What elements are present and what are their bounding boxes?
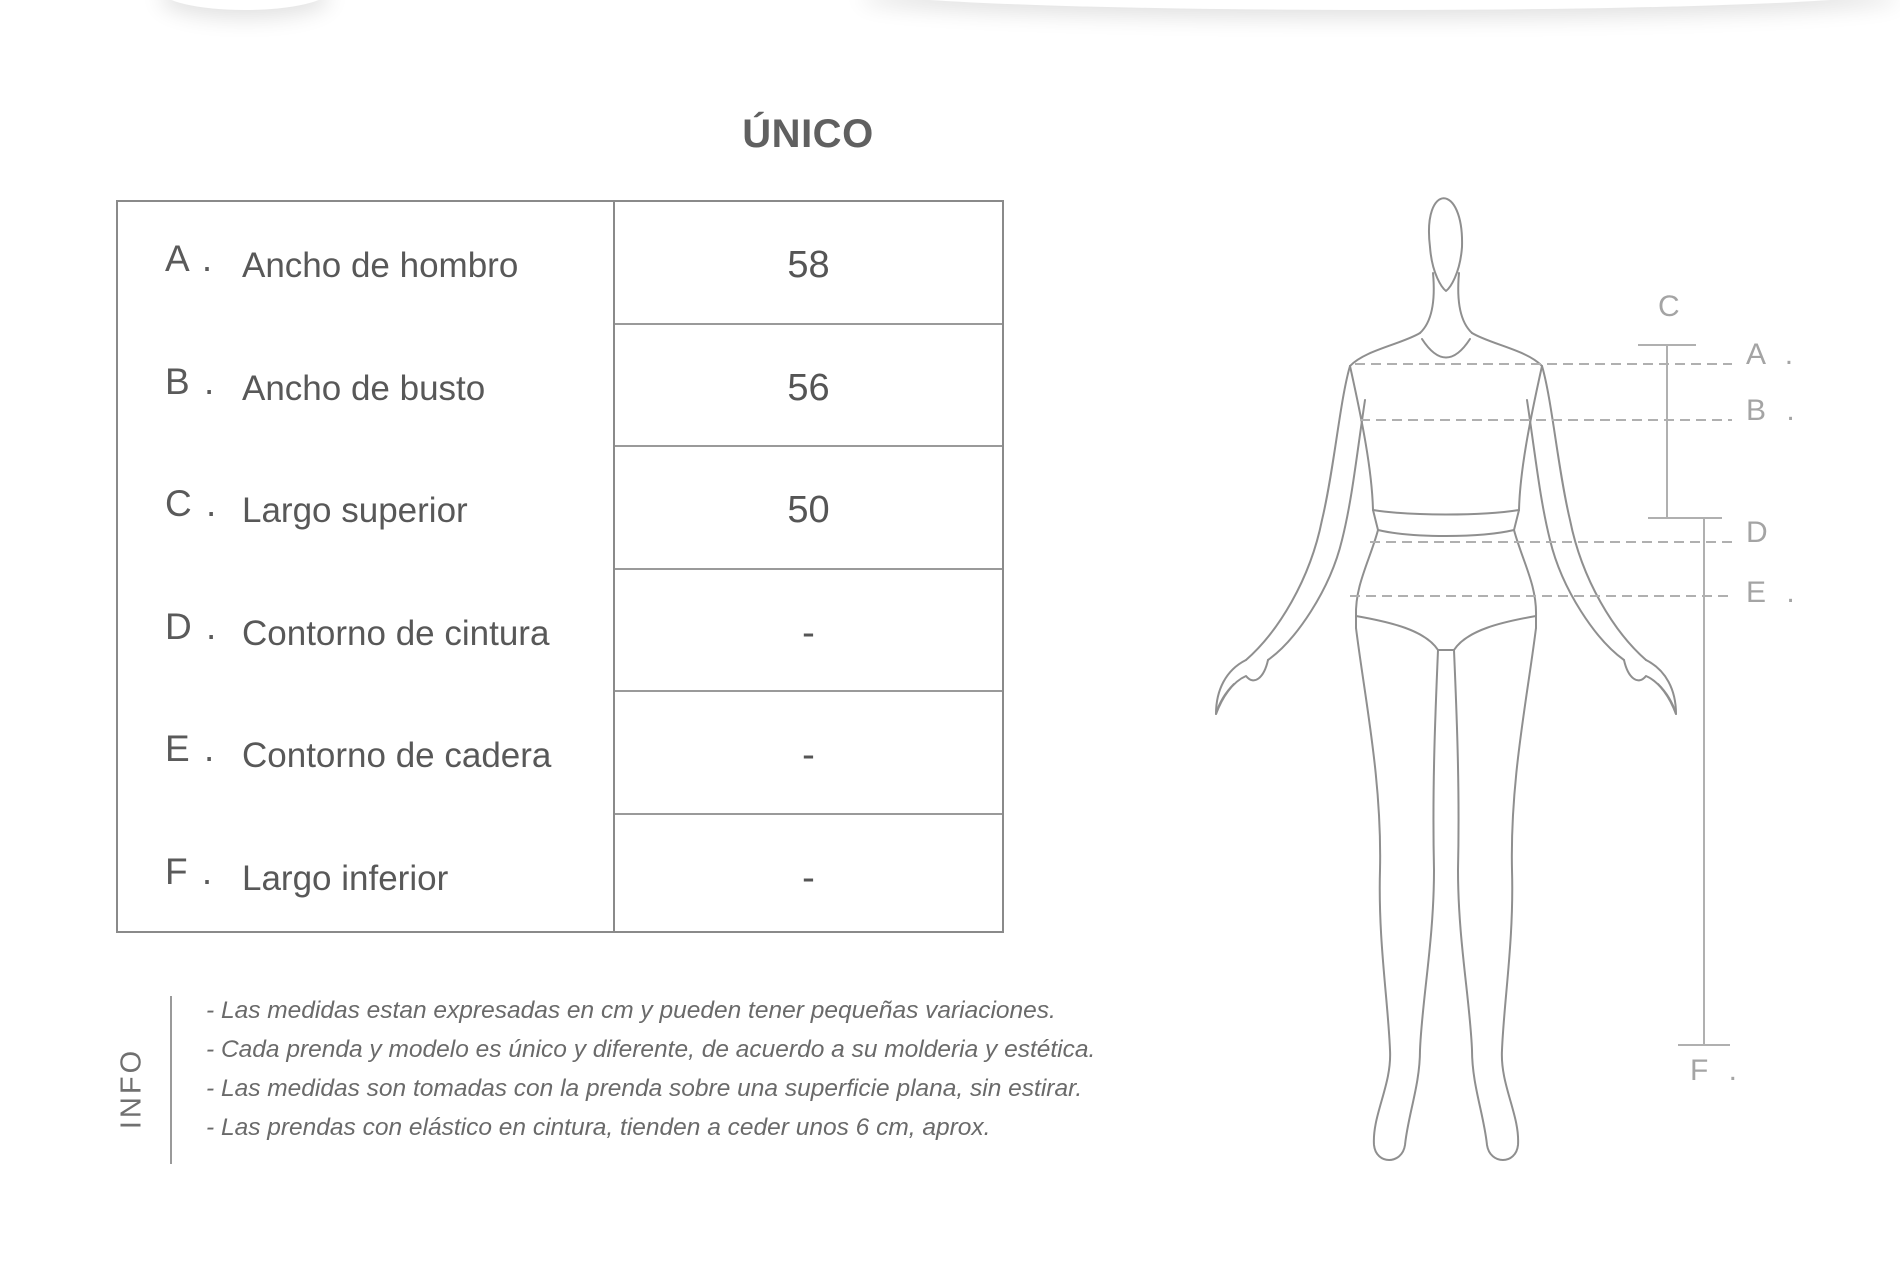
row-letter: A . [165,238,215,279]
row-label: Ancho de busto [242,368,486,408]
figure-label-d: D [1746,516,1774,549]
row-letter: F . [165,850,215,892]
table-row [118,447,1002,570]
table-row [118,202,1002,325]
row-label: Largo inferior [242,858,449,898]
size-title: ÚNICO [742,112,874,156]
row-label: Largo superior [242,491,468,530]
figure-label-c: C [1658,290,1680,323]
row-letter: E . [165,728,217,769]
size-table [116,200,1004,933]
figure-label-f: F . [1690,1054,1743,1087]
info-note: - Cada prenda y modelo es único y diferente, de acuerdo a su molderia y estética. [206,1036,1096,1063]
row-value: - [802,856,815,899]
row-letter: B . [165,360,217,402]
info-divider [170,996,172,1164]
row-label: Contorno de cadera [242,736,552,775]
table-row [118,692,1002,815]
row-value: - [802,611,815,654]
info-label: INFO [115,1047,148,1130]
figure-label-e: E . [1746,576,1801,609]
top-shadow-left [160,0,330,10]
info-section [110,990,1210,1170]
row-value: 50 [787,489,830,531]
figure-label-a: A . [1746,338,1800,371]
body-figure-diagram [1150,180,1850,1180]
top-shadow-right [860,0,1900,10]
table-row [118,570,1002,693]
row-value: - [802,734,815,776]
table-row [118,325,1002,448]
info-note: - Las medidas estan expresadas en cm y pueden tener pequeñas variaciones. [206,997,1056,1024]
row-letter: D . [165,605,219,647]
figure-label-b: B . [1746,394,1801,427]
body-silhouette-illustration [1150,180,1850,1180]
row-letter: C . [165,483,219,524]
info-note: - Las prendas con elástico en cintura, tienden a ceder unos 6 cm, aprox. [206,1114,991,1141]
row-value: 58 [787,244,830,286]
row-value: 56 [787,366,830,409]
info-note: - Las medidas son tomadas con la prenda sobre una superficie plana, sin estirar. [206,1075,1083,1102]
info-notes [206,996,1095,1152]
row-label: Contorno de cintura [242,613,550,653]
table-row [118,815,1002,938]
row-label: Ancho de hombro [242,246,519,285]
